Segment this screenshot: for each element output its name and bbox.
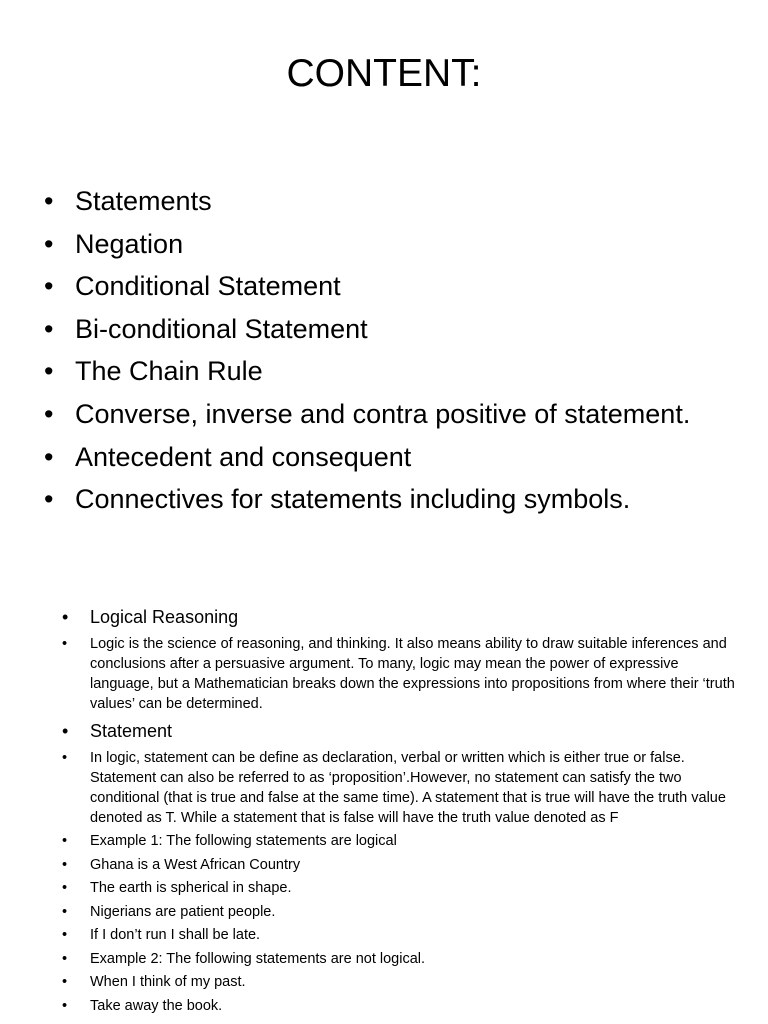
bullet-icon: • bbox=[44, 441, 54, 472]
topic-list bbox=[0, 181, 768, 522]
list-item: • Ghana is a West African Country bbox=[62, 856, 301, 873]
bullet-icon: • bbox=[44, 484, 54, 515]
section-heading: • Statement bbox=[0, 718, 768, 744]
bullet-icon: • bbox=[62, 636, 68, 652]
section-heading: • Logical Reasoning bbox=[0, 604, 768, 630]
topic-item bbox=[0, 266, 768, 309]
bullet-icon: • bbox=[44, 398, 54, 429]
bullet-icon: • bbox=[44, 313, 54, 344]
topic-label: Converse, inverse and contra positive of statement. bbox=[75, 398, 691, 429]
bullet-icon: • bbox=[62, 880, 68, 896]
topic-label: Connectives for statements including symbols. bbox=[75, 484, 631, 515]
bullet-icon: • bbox=[62, 749, 68, 766]
bullet-icon: • bbox=[62, 927, 68, 943]
list-item: • The earth is spherical in shape. bbox=[62, 880, 292, 896]
list-item: • Logic is the science of reasoning, and thinking. It also means ability to draw suitable inferences and conclusions after a persuasive argument. To many, logic may mean the power of expressive language, but a Mathematician breaks down the expressions into propositions from where their ‘truth values’ can be determined. bbox=[62, 636, 735, 712]
topic-item bbox=[0, 181, 768, 224]
topic-label: Antecedent and consequent bbox=[75, 441, 412, 472]
topic-item bbox=[0, 224, 768, 267]
bullet-icon: • bbox=[62, 997, 68, 1014]
bullet-icon: • bbox=[44, 271, 54, 302]
notes-list bbox=[0, 604, 768, 1016]
bullet-icon: • bbox=[62, 974, 68, 990]
list-item: • Example 2: The following statements are not logical. bbox=[62, 950, 426, 967]
topic-item bbox=[0, 437, 768, 480]
bullet-icon: • bbox=[62, 607, 69, 627]
list-item: • Take away the book. bbox=[62, 997, 223, 1014]
list-item: • If I don’t run I shall be late. bbox=[62, 927, 261, 943]
list-item: • Nigerians are patient people. bbox=[62, 903, 276, 920]
list-item: • When I think of my past. bbox=[62, 974, 246, 990]
bullet-icon: • bbox=[44, 356, 54, 387]
slide-title: CONTENT: bbox=[286, 52, 482, 95]
topic-label: Conditional Statement bbox=[75, 271, 341, 302]
topic-label: Negation bbox=[75, 228, 184, 259]
bullet-icon: • bbox=[62, 833, 68, 849]
bullet-icon: • bbox=[62, 950, 68, 967]
topic-label: Statements bbox=[75, 186, 212, 216]
list-item: • Example 1: The following statements are logical bbox=[62, 833, 397, 849]
topic-label: Bi-conditional Statement bbox=[75, 313, 368, 344]
list-item: • In logic, statement can be define as declaration, verbal or written which is either true or false. Statement can also be referred to as ‘proposition’.However, no statement can satisfy the two conditional (that is true and false at the same time). A statement that is true will have the truth value denoted as T. While a statement that is false will have the truth value denoted as F bbox=[62, 749, 726, 826]
logic-notes-slide bbox=[0, 602, 768, 1019]
bullet-icon: • bbox=[62, 856, 68, 873]
topic-item bbox=[0, 309, 768, 352]
topic-item bbox=[0, 394, 768, 437]
bullet-icon: • bbox=[44, 228, 54, 259]
topic-item bbox=[0, 479, 768, 522]
topic-label: The Chain Rule bbox=[75, 356, 263, 387]
bullet-icon: • bbox=[44, 186, 54, 216]
topic-item bbox=[0, 351, 768, 394]
bullet-icon: • bbox=[62, 720, 69, 741]
bullet-icon: • bbox=[62, 903, 68, 920]
